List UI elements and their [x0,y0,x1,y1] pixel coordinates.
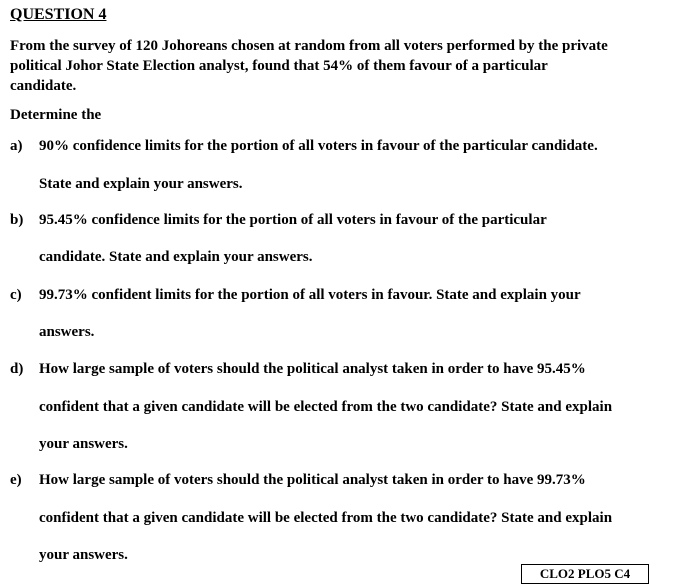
part-line: your answers. [39,547,128,563]
intro-line: From the survey of 120 Johoreans chosen at random from all voters performed by the private [10,38,608,54]
part-line: State and explain your answers. [39,176,243,192]
part-line: 95.45% confidence limits for the portion of all voters in favour of the particular [39,212,547,228]
part-line: How large sample of voters should the political analyst taken in order to have 99.73% [39,472,586,488]
part-letter: d) [10,361,24,377]
part-letter: c) [10,287,22,303]
intro-line: political Johor State Election analyst, found that 54% of them favour of a particular [10,58,548,74]
part-letter: a) [10,138,23,154]
part-line: 90% confidence limits for the portion of all voters in favour of the particular candidate. [39,138,598,154]
clo-plo-tag: CLO2 PLO5 C4 [521,564,649,584]
part-letter: b) [10,212,24,228]
part-line: answers. [39,324,95,340]
part-line: confident that a given candidate will be elected from the two candidate? State and explain [39,510,613,526]
part-line: candidate. State and explain your answers. [39,249,313,265]
question-instruction: Determine the [10,107,102,123]
part-line: 99.73% confident limits for the portion of all voters in favour. State and explain your [39,287,581,303]
part-letter: e) [10,472,22,488]
question-intro [10,36,660,96]
part-line: confident that a given candidate will be elected from the two candidate? State and explain [39,399,613,415]
intro-line: candidate. [10,78,77,94]
question-heading: QUESTION 4 [10,6,107,23]
part-line: your answers. [39,436,128,452]
part-line: How large sample of voters should the political analyst taken in order to have 95.45% [39,361,586,377]
